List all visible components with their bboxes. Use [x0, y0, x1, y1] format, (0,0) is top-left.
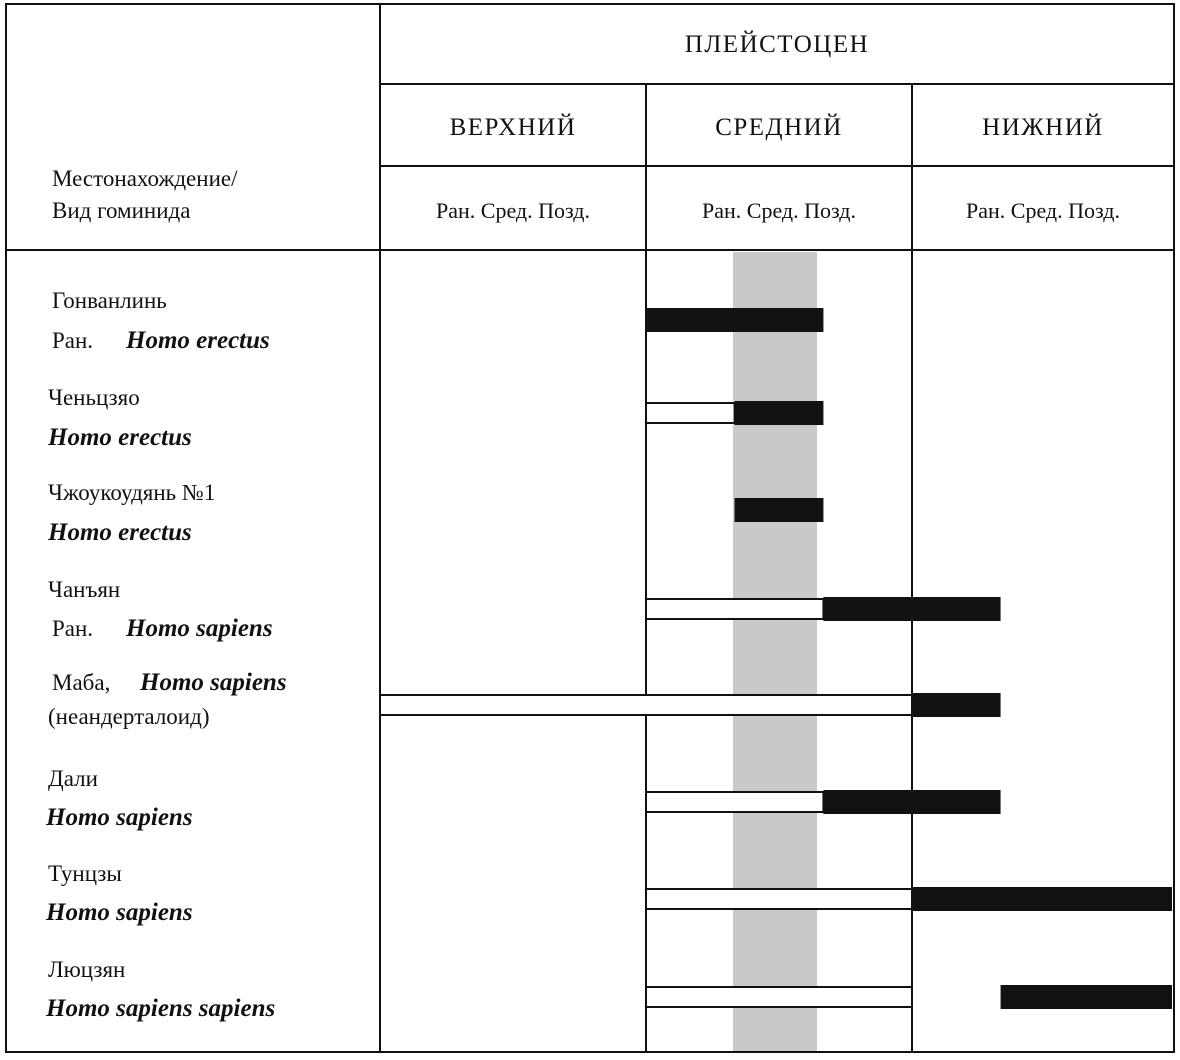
- species-note: (неандерталоид): [48, 704, 210, 729]
- stage-upper-label: ВЕРХНИЙ: [449, 114, 577, 141]
- species-label: Homo erectus: [126, 327, 270, 354]
- undated-range-bar: [646, 599, 823, 619]
- site-label: Гонванлинь: [52, 288, 167, 313]
- row-labels: [45, 288, 287, 1022]
- age-band-shading: [733, 252, 817, 1052]
- epoch-title: ПЛЕЙСТОЦЕН: [684, 31, 870, 58]
- undated-range-bar: [646, 792, 823, 812]
- substage-label-middle: Ран. Сред. Позд.: [702, 198, 856, 223]
- site-label: Чжоукоудянь №1: [48, 480, 216, 505]
- species-label: Homo erectus: [48, 424, 192, 451]
- species-prefix: Ран.: [52, 616, 94, 641]
- site-label: Чанъян: [48, 577, 121, 602]
- undated-range-bar: [646, 403, 735, 423]
- species-label: Homo sapiens: [46, 899, 193, 926]
- species-label: Homo sapiens: [140, 669, 287, 696]
- stage-middle-label: СРЕДНИЙ: [715, 114, 843, 141]
- substage-label-upper: Ран. Сред. Позд.: [436, 198, 590, 223]
- dated-range-bar: [823, 790, 1000, 814]
- stage-lower-label: НИЖНИЙ: [982, 114, 1104, 141]
- site-label: Дали: [48, 766, 98, 791]
- species-label: Homo sapiens: [46, 804, 193, 831]
- site-label: Люцзян: [48, 957, 126, 982]
- species-label: Homo erectus: [48, 519, 192, 546]
- species-label: Homo sapiens: [126, 615, 273, 642]
- dated-range-bar: [912, 887, 1172, 911]
- substage-label-lower: Ран. Сред. Позд.: [966, 198, 1120, 223]
- dated-range-bar: [735, 498, 824, 522]
- species-prefix: Ран.: [52, 328, 94, 353]
- undated-range-bar: [646, 987, 912, 1007]
- site-label: Маба,: [52, 670, 111, 695]
- dated-range-bar: [735, 401, 824, 425]
- dated-range-bar: [912, 693, 1001, 717]
- dated-range-bar: [1001, 985, 1172, 1009]
- row-header-line-1: Местонахождение/: [52, 166, 238, 191]
- row-header-line-2: Вид гоминида: [52, 198, 191, 223]
- species-label: Homo sapiens sapiens: [46, 995, 276, 1022]
- site-label: Ченьцзяо: [48, 385, 140, 410]
- undated-range-bar: [380, 695, 912, 715]
- dated-range-bar: [823, 597, 1000, 621]
- undated-range-bar: [646, 889, 912, 909]
- dated-range-bar: [646, 308, 823, 332]
- site-label: Тунцзы: [48, 861, 122, 886]
